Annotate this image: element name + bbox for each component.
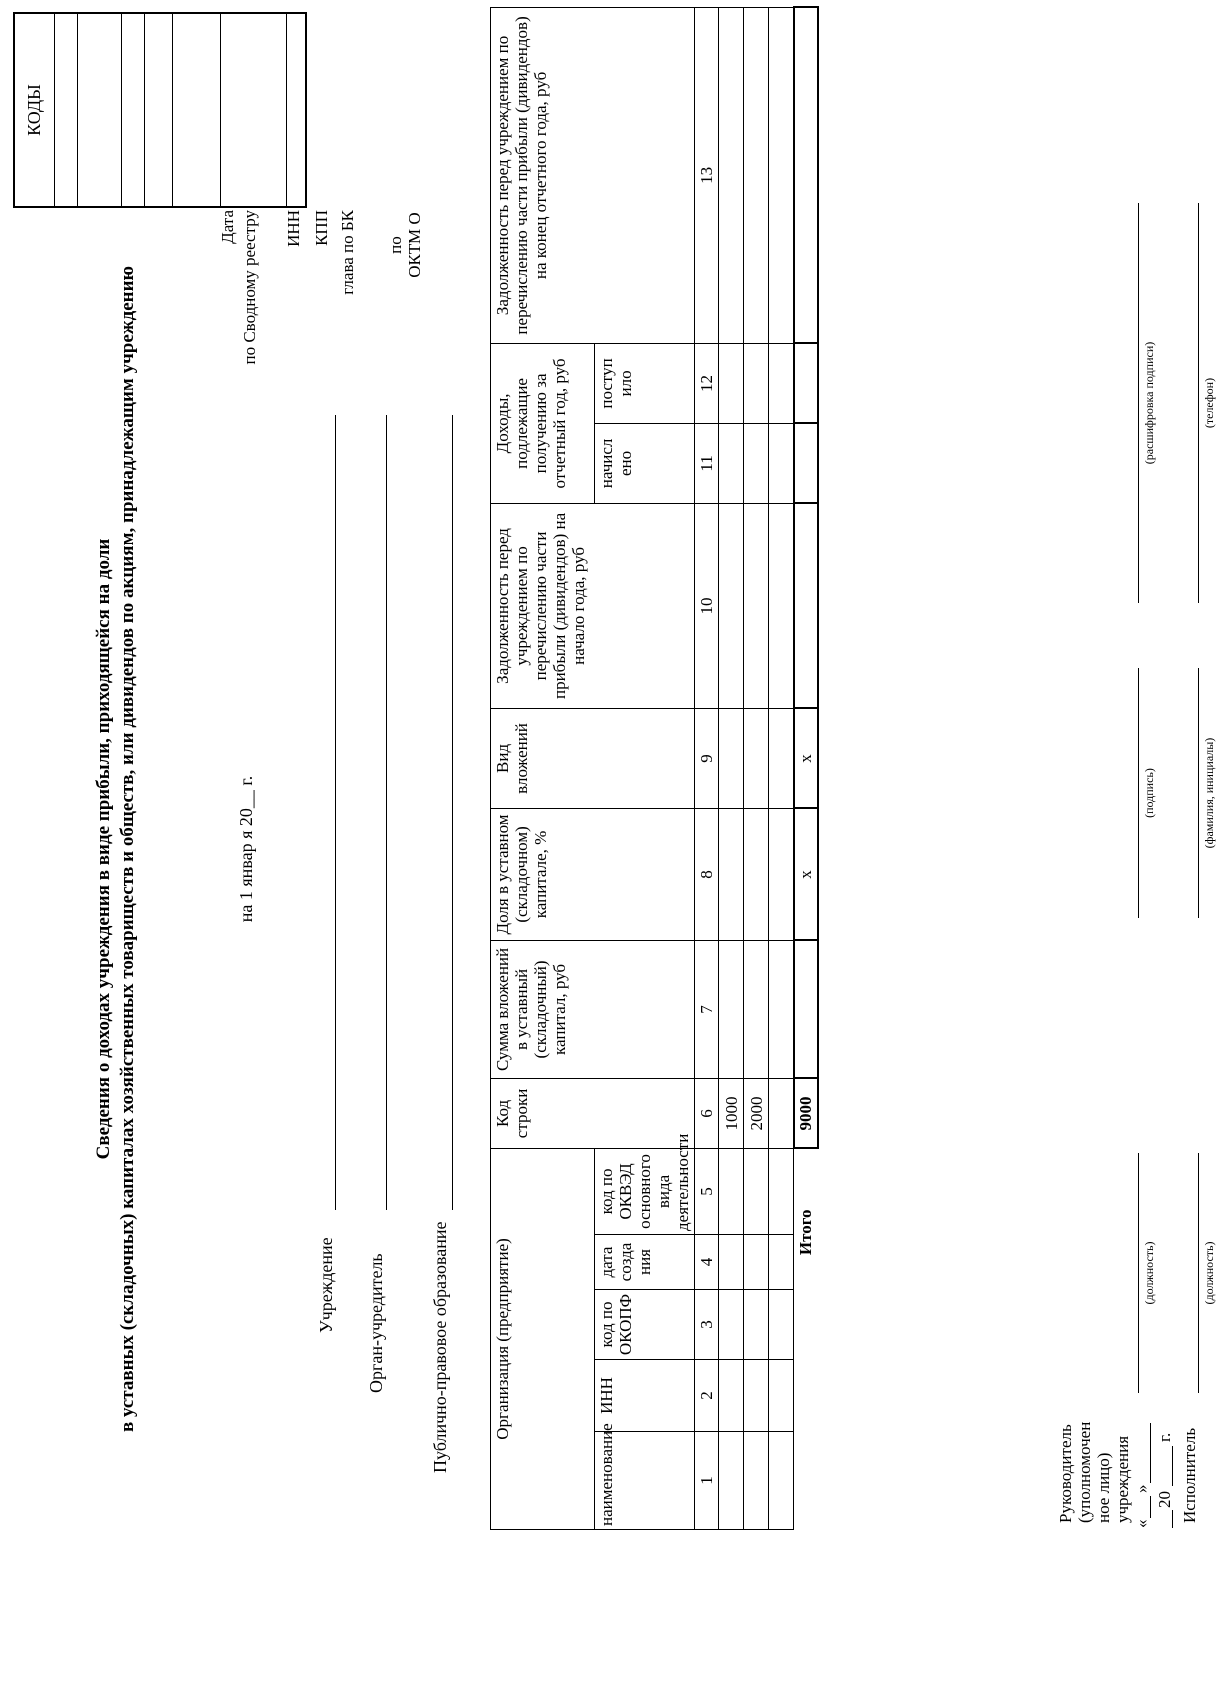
cell-line-code: 1000: [719, 1078, 744, 1148]
cell-debt-end[interactable]: [769, 7, 794, 343]
cell-debt-start[interactable]: [744, 503, 769, 708]
cell-investment-type[interactable]: [744, 708, 769, 808]
cell-okved[interactable]: [744, 1148, 769, 1234]
col-header-line-code: Код строки: [491, 1078, 695, 1148]
cell-name[interactable]: [744, 1432, 769, 1530]
col-header-income-group: Доходы, подлежащие получению за отчетный год, руб: [491, 343, 595, 503]
cell-okved[interactable]: [719, 1148, 744, 1234]
total-line-code: 9000: [794, 1078, 818, 1148]
cell-investment-type[interactable]: [719, 708, 744, 808]
public-entity-field[interactable]: [452, 415, 453, 1210]
col-header-name: наименование: [595, 1432, 695, 1530]
col-number: 12: [695, 343, 719, 423]
codes-table: [13, 12, 307, 208]
cell-okopf[interactable]: [744, 1290, 769, 1360]
form-title-line1: Сведения о доходах учреждения в виде прибыли, приходящейся на доли: [93, 538, 114, 1160]
executor-label: Исполнитель: [1180, 1427, 1199, 1523]
col-number: 11: [695, 423, 719, 503]
cell-inn[interactable]: [769, 1360, 794, 1432]
cell-line-code: [769, 1078, 794, 1148]
cell-creation-date[interactable]: [769, 1235, 794, 1290]
executor-position-caption: (должность): [1202, 1241, 1216, 1305]
codes-label-oktmo: по ОКТМ О: [386, 212, 424, 278]
public-entity-label: Публично-правовое образование: [430, 1221, 450, 1473]
col-number: 2: [695, 1360, 719, 1432]
col-number: 5: [695, 1148, 719, 1234]
cell-investment-type[interactable]: [769, 708, 794, 808]
total-investment-sum[interactable]: [794, 940, 818, 1078]
head-signature-caption: (подпись): [1142, 768, 1156, 818]
code-cell-kpp[interactable]: [144, 13, 172, 207]
col-number: 1: [695, 1432, 719, 1530]
cell-line-code: 2000: [744, 1078, 769, 1148]
col-header-debt-end: Задолженность перед учреждением по перечислению части прибыли (дивидендов) на конец отчетного года, руб: [491, 7, 695, 343]
founder-label: Орган-учредитель: [366, 1253, 386, 1393]
code-cell-oktmo[interactable]: [220, 13, 286, 207]
codes-label-budget-chapter: глава по БК: [338, 210, 357, 295]
executor-name-field[interactable]: [1198, 668, 1199, 918]
col-number: 8: [695, 808, 719, 940]
cell-received[interactable]: [719, 343, 744, 423]
code-cell-inn[interactable]: [121, 13, 144, 207]
col-number: 3: [695, 1290, 719, 1360]
col-number: 6: [695, 1078, 719, 1148]
total-accrued[interactable]: [794, 423, 818, 503]
date-month-field[interactable]: [1150, 1423, 1151, 1483]
cell-okved[interactable]: [769, 1148, 794, 1234]
col-header-creation-date: дата созда ния: [595, 1235, 695, 1290]
cell-investment-sum[interactable]: [744, 940, 769, 1078]
col-header-investment-type: Вид вложений: [491, 708, 695, 808]
codes-label-date: Дата: [218, 210, 237, 244]
total-investment-type: x: [794, 708, 818, 808]
cell-inn[interactable]: [719, 1360, 744, 1432]
col-header-received: поступ ило: [595, 343, 695, 423]
cell-share[interactable]: [769, 808, 794, 940]
cell-name[interactable]: [719, 1432, 744, 1530]
total-debt-start[interactable]: [794, 503, 818, 708]
head-signature-field[interactable]: [1138, 668, 1139, 918]
cell-creation-date[interactable]: [744, 1235, 769, 1290]
founder-field[interactable]: [386, 415, 387, 1210]
total-share: x: [794, 808, 818, 940]
col-header-organization: Организация (предприятие): [491, 1148, 595, 1529]
date-quote-open: «: [1132, 1519, 1151, 1528]
executor-position-field[interactable]: [1198, 1153, 1199, 1393]
date-year-suffix: г.: [1155, 1432, 1174, 1442]
cell-received[interactable]: [769, 343, 794, 423]
head-position-field[interactable]: [1138, 1153, 1139, 1393]
col-number: 4: [695, 1235, 719, 1290]
date-pre-year-line: [1172, 1510, 1173, 1528]
report-date-line: на 1 январ я 20__ г.: [236, 775, 256, 923]
cell-name[interactable]: [769, 1432, 794, 1530]
col-header-accrued: начисл ено: [595, 423, 695, 503]
col-number: 7: [695, 940, 719, 1078]
cell-accrued[interactable]: [719, 423, 744, 503]
col-header-debt-start: Задолженность перед учреждением по перечислению части прибыли (дивидендов) на начало года, руб: [491, 503, 695, 708]
codes-label-inn: ИНН: [284, 210, 303, 247]
date-year-field[interactable]: [1172, 1446, 1173, 1486]
table-row: [769, 7, 794, 1529]
executor-name-caption: (фамилия, инициалы): [1202, 737, 1216, 849]
cell-creation-date[interactable]: [719, 1235, 744, 1290]
executor-phone-caption: (телефон): [1202, 377, 1216, 429]
date-quote-close: »: [1132, 1484, 1151, 1493]
head-label: Руководитель (уполномочен ное лицо) учреждения: [1056, 1421, 1132, 1523]
date-day-field[interactable]: [1150, 1496, 1151, 1518]
total-row: [794, 7, 818, 1529]
cell-debt-end[interactable]: [719, 7, 744, 343]
head-decoding-field[interactable]: [1138, 203, 1139, 603]
cell-accrued[interactable]: [744, 423, 769, 503]
cell-okopf[interactable]: [769, 1290, 794, 1360]
form-title-line2: в уставных (складочных) капиталах хозяйственных товариществ и обществ, или дивидендов по акциям, принадлежащим учреждению: [117, 265, 138, 1433]
total-received[interactable]: [794, 343, 818, 423]
cell-debt-end[interactable]: [744, 7, 769, 343]
date-year-prefix: 20: [1155, 1491, 1174, 1508]
income-table: [490, 6, 819, 1530]
cell-share[interactable]: [719, 808, 744, 940]
code-cell-extra[interactable]: [286, 13, 306, 207]
head-decoding-caption: (расшифровка подписи): [1142, 341, 1156, 465]
cell-inn[interactable]: [744, 1360, 769, 1432]
executor-phone-field[interactable]: [1198, 203, 1199, 603]
code-cell-budget-chapter[interactable]: [172, 13, 220, 207]
table-row: [744, 7, 769, 1529]
cell-okopf[interactable]: [719, 1290, 744, 1360]
cell-investment-sum[interactable]: [719, 940, 744, 1078]
col-number: 9: [695, 708, 719, 808]
codes-label-kpp: КПП: [312, 210, 331, 246]
col-header-share: Доля в уставном (складочном) капитале, %: [491, 808, 695, 940]
codes-header: КОДЫ: [14, 13, 54, 207]
col-number: 13: [695, 7, 719, 343]
col-header-investment-sum: Сумма вложений в уставный (складочный) капитал, руб: [491, 940, 695, 1078]
table-row: [719, 7, 744, 1529]
total-debt-end[interactable]: [794, 7, 818, 343]
col-number: 10: [695, 503, 719, 708]
cell-accrued[interactable]: [769, 423, 794, 503]
cell-debt-start[interactable]: [769, 503, 794, 708]
total-label: Итого: [794, 1148, 818, 1529]
cell-investment-sum[interactable]: [769, 940, 794, 1078]
institution-field[interactable]: [335, 415, 336, 1210]
code-cell-date[interactable]: [54, 13, 77, 207]
col-header-okved: код по ОКВЭД основного вида деятельности: [595, 1148, 695, 1234]
cell-debt-start[interactable]: [719, 503, 744, 708]
col-header-inn: ИНН: [595, 1360, 695, 1432]
col-header-okopf: код по ОКОПФ: [595, 1290, 695, 1360]
code-cell-registry[interactable]: [77, 13, 121, 207]
head-position-caption: (должность): [1142, 1241, 1156, 1305]
institution-label: Учреждение: [316, 1237, 336, 1333]
codes-label-registry: по Сводному реестру: [240, 210, 259, 365]
cell-received[interactable]: [744, 343, 769, 423]
cell-share[interactable]: [744, 808, 769, 940]
